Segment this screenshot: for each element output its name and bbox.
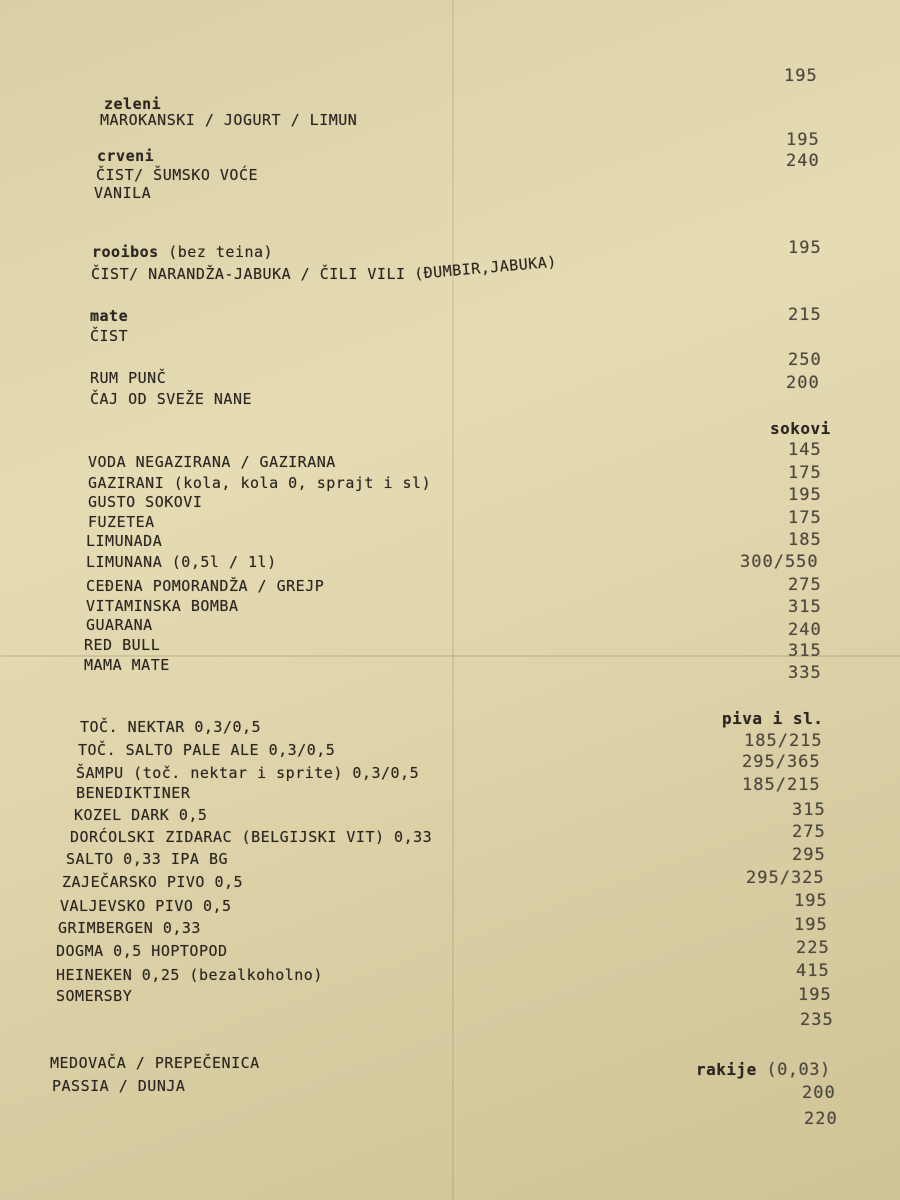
item-name: VANILA [94,184,152,202]
item-name: ZAJEČARSKO PIVO 0,5 [62,873,244,891]
item-name: CEĐENA POMORANDŽA / GREJP [86,577,325,595]
item-name: RUM PUNČ [90,369,167,387]
item-name: ČIST [90,327,129,345]
item-name: BENEDIKTINER [76,784,191,802]
price: 185 [788,530,822,550]
item-name: RED BULL [84,636,161,654]
price: 250 [788,350,822,370]
price: 335 [788,663,822,683]
item-name: MEDOVAČA / PREPEČENICA [50,1054,260,1072]
price: 415 [796,961,830,981]
category-note: (bez teina) [168,243,274,261]
item-name: GUSTO SOKOVI [88,493,203,511]
price: 315 [788,597,822,617]
item-name: ŠAMPU (toč. nektar i sprite) 0,3/0,5 [76,764,420,782]
price: 235 [800,1010,834,1030]
item-name: ČIST/ NARANDŽA-JABUKA / ČILI VILI [91,265,406,283]
price: 275 [792,822,826,842]
section-title-rakije: rakije [696,1060,757,1079]
item-name: LIMUNANA (0,5l / 1l) [86,553,277,571]
category-heading-zeleni: zeleni [104,95,162,113]
item-name: KOZEL DARK 0,5 [74,806,208,824]
price: 145 [788,440,822,460]
item-name: DOGMA 0,5 HOPTOPOD [56,942,228,960]
item-note: (ĐUMBIR,JABUKA) [413,252,558,283]
price: 200 [802,1083,836,1103]
section-title-line [696,1060,831,1080]
price: 275 [788,575,822,595]
price: 195 [794,891,828,911]
price: 185/215 [744,731,823,751]
price: 195 [784,66,818,86]
price: 195 [786,130,820,150]
price: 295/325 [746,868,825,888]
item-name: ČAJ OD SVEŽE NANE [90,390,253,408]
item-name: GAZIRANI (kola, kola 0, sprajt i sl) [88,474,432,492]
price: 195 [788,485,822,505]
paper-fold-line [452,0,454,1200]
item-name: ČIST/ ŠUMSKO VOĆE [96,166,259,184]
price: 300/550 [740,552,819,572]
section-title-note: (0,03) [766,1060,831,1080]
item-name: FUZETEA [88,513,155,531]
price: 200 [786,373,820,393]
price: 215 [788,305,822,325]
category-heading-mate: mate [90,307,129,325]
item-name: SALTO 0,33 IPA BG [66,850,229,868]
item-name: SOMERSBY [56,987,133,1005]
price: 315 [788,641,822,661]
price: 195 [798,985,832,1005]
item-name: GRIMBERGEN 0,33 [58,919,201,937]
item-name: MAROKANSKI / JOGURT / LIMUN [100,111,358,129]
price: 175 [788,508,822,528]
item-name: HEINEKEN 0,25 (bezalkoholno) [56,966,323,984]
price: 295/365 [742,752,821,772]
price: 195 [788,238,822,258]
category-line-rooibos [92,243,273,261]
section-title-piva: piva i sl. [722,709,824,728]
category-heading-crveni: crveni [97,147,155,165]
item-name: VODA NEGAZIRANA / GAZIRANA [88,453,336,471]
price: 240 [788,620,822,640]
item-name: MAMA MATE [84,656,170,674]
item-name: GUARANA [86,616,153,634]
item-name: TOČ. NEKTAR 0,3/0,5 [80,718,262,736]
price: 295 [792,845,826,865]
category-heading-rooibos: rooibos [92,243,159,261]
price: 220 [804,1109,838,1129]
price: 195 [794,915,828,935]
item-name: LIMUNADA [86,532,163,550]
item-name: VALJEVSKO PIVO 0,5 [60,897,232,915]
section-title-sokovi: sokovi [770,419,831,438]
price: 225 [796,938,830,958]
item-name: DORĆOLSKI ZIDARAC (BELGIJSKI VIT) 0,33 [70,828,433,846]
price: 240 [786,151,820,171]
item-name: PASSIA / DUNJA [52,1077,186,1095]
item-name: VITAMINSKA BOMBA [86,597,239,615]
price: 175 [788,463,822,483]
item-name: TOČ. SALTO PALE ALE 0,3/0,5 [78,741,336,759]
price: 185/215 [742,775,821,795]
price: 315 [792,800,826,820]
